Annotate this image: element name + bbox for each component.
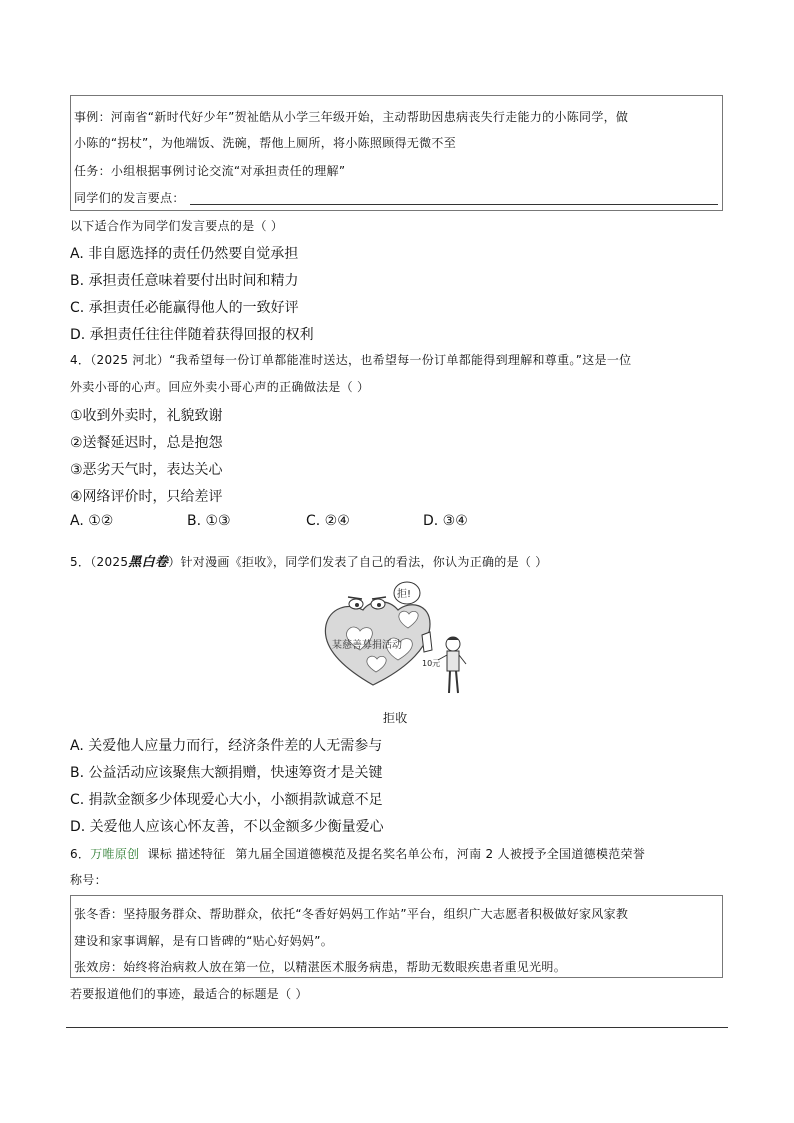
cartoon-caption: 拒收 [383,711,408,725]
q5-prefix: 5．（2025 [70,555,129,569]
q4-item-3: ③恶劣天气时，表达关心 [70,462,223,478]
answer-blank-line [190,204,718,205]
money-label: 10元 [422,659,441,668]
q5-option-a[interactable]: A. 关爱他人应量力而行，经济条件差的人无需参与 [70,738,383,754]
q4-stem-line-1: 4．（2025 河北）“我希望每一份订单都能准时送达，也希望每一份订单都能得到理解和尊重。”这是一位 [70,353,632,367]
q3-option-d[interactable]: D. 承担责任往往伴随着获得回报的权利 [70,327,314,343]
case-line-1: 事例：河南省“新时代好少年”贺祉皓从小学三年级开始，主动帮助因患病丧失行走能力的小陈同学，做 [74,110,629,124]
q3-option-c[interactable]: C. 承担责任必能赢得他人的一致好评 [70,300,299,316]
q6-number: 6． [70,847,91,861]
q6-source-tag: 万唯原创 [90,847,140,861]
q4-choice-b[interactable]: B. ①③ [187,513,231,529]
case-line-4: 同学们的发言要点： [74,191,185,205]
q6-stem-text: 第九届全国道德模范及提名奖名单公布，河南 2 人被授予全国道德模范荣誉 [235,847,646,861]
q6-stem [70,845,645,862]
q5-option-b[interactable]: B. 公益活动应该聚焦大额捐赠，快速筹资才是关键 [70,765,383,781]
speech-bubble-text: 拒! [397,589,412,600]
q5-stem [70,551,548,570]
q5-option-c[interactable]: C. 捐款金额多少体现爱心大小，小额捐款诚意不足 [70,792,383,808]
case-line-3: 任务：小组根据事例讨论交流“对承担责任的理解” [74,164,346,178]
q4-choice-c[interactable]: C. ②④ [306,513,350,529]
case-line-2: 小陈的“拐杖”，为他端饭、洗碗，帮他上厕所，将小陈照顾得无微不至 [74,136,457,150]
cartoon-illustration [318,580,478,702]
q6-box-line-3: 张效房：始终将治病救人放在第一位，以精湛医术服务病患，帮助无数眼疾患者重见光明。 [74,960,567,974]
q4-stem-line-2: 外卖小哥的心声。回应外卖小哥心声的正确做法是（ ） [70,380,370,394]
q6-box-line-1: 张冬香：坚持服务群众、帮助群众，依托“冬香好妈妈工作站”平台，组织广大志愿者积极做好家风家教 [74,907,629,921]
q6-question: 若要报道他们的事迹，最适合的标题是（ ） [70,987,308,1001]
q6-box-line-2: 建设和家事调解，是有口皆碑的“贴心好妈妈”。 [74,934,334,948]
q5-source-tag: 黑白卷 [128,555,169,570]
q3-stem: 以下适合作为同学们发言要点的是（ ） [70,219,284,233]
q3-option-a[interactable]: A. 非自愿选择的责任仍然要自觉承担 [70,246,299,262]
heart-label: 某慈善募捐活动 [332,640,402,651]
q4-item-4: ④网络评价时，只给差评 [70,489,223,505]
page-footer-rule [66,1027,728,1028]
q5-option-d[interactable]: D. 关爱他人应该心怀友善，不以金额多少衡量爱心 [70,819,384,835]
q4-item-1: ①收到外卖时，礼貌致谢 [70,408,223,424]
q3-option-b[interactable]: B. 承担责任意味着要付出时间和精力 [70,273,299,289]
q6-stem-line-2: 称号： [70,873,107,887]
q4-choice-a[interactable]: A. ①② [70,513,114,529]
q4-choice-d[interactable]: D. ③④ [423,513,468,529]
q5-suffix: ）针对漫画《拒收》，同学们发表了自己的看法，你认为正确的是（ ） [168,555,548,569]
q4-item-2: ②送餐延迟时，总是抱怨 [70,435,223,451]
q6-labels: 课标 描述特征 [147,847,226,861]
